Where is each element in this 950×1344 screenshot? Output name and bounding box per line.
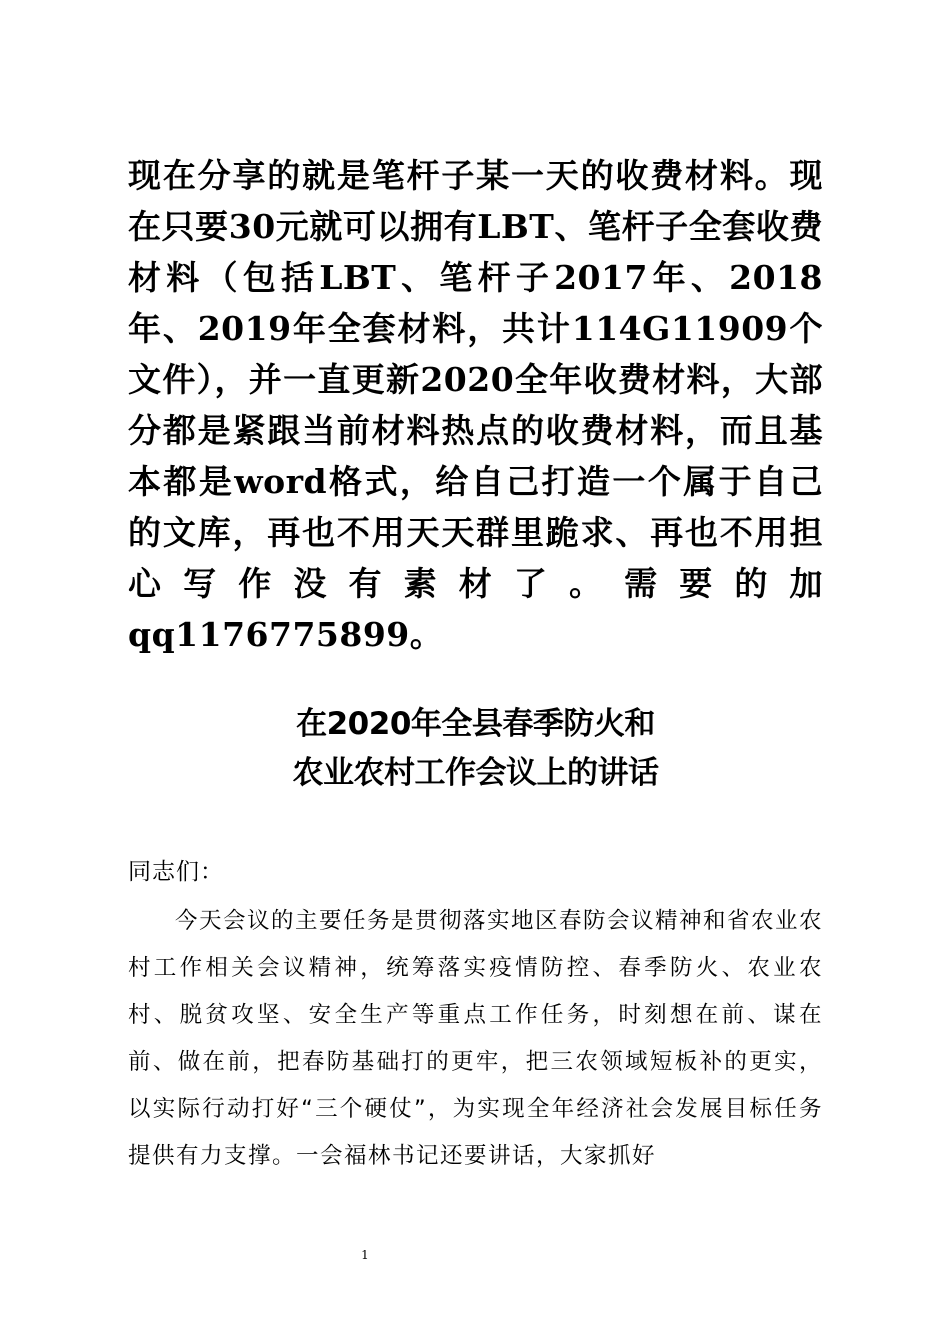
promo-paragraph: 现在分享的就是笔杆子某一天的收费材料。现在只要30元就可以拥有LBT、笔杆子全套收费材料（包括LBT、笔杆子2017年、2018年、2019年全套材料，共计114G11909个文件），并一直更新2020全年收费材料，大部分都是紧跟当前材料热点的收费材料，而且基本都是word格式，给自己打造一个属于自己的文库，再也不用天天群里跪求、再也不用担心写作没有素材了。需要的加qq1176775899。	[128, 156, 823, 654]
title-line-2: 农业农村工作会议上的讲话	[292, 755, 659, 791]
page-number: 1	[361, 1248, 369, 1262]
salutation: 同志们：	[128, 859, 224, 885]
document-title	[128, 700, 823, 798]
body-paragraph: 今天会议的主要任务是贯彻落实地区春防会议精神和省农业农村工作相关会议精神，统筹落实疫情防控、春季防火、农业农村、脱贫攻坚、安全生产等重点工作任务，时刻想在前、谋在前、做在前，把春防基础打的更牢，把三农领域短板补的更实，以实际行动打好“三个硬仗”，为实现全年经济社会发展目标任务提供有力支撑。一会福林书记还要讲话，大家抓好	[128, 908, 824, 1169]
title-line-1: 在2020年全县春季防火和	[296, 706, 655, 742]
